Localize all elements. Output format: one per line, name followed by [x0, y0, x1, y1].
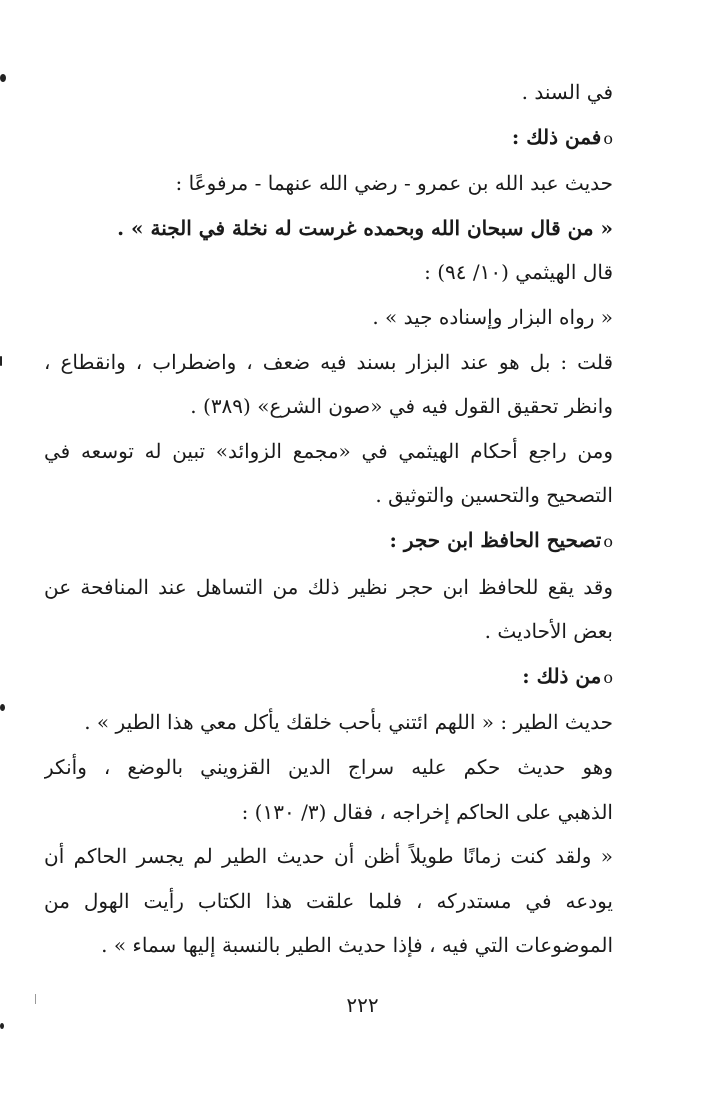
text-line: ومن راجع أحكام الهيثمي في «مجمع الزوائد» تبين له توسعه في: [44, 438, 613, 463]
text-line: بعض الأحاديث .: [484, 619, 613, 644]
scan-mark: [0, 1023, 4, 1029]
scan-mark: [35, 994, 36, 1004]
section-heading: oمن ذلك :: [522, 663, 613, 688]
bullet-icon: o: [603, 667, 613, 687]
text-line: التصحيح والتحسين والتوثيق .: [375, 483, 613, 508]
bullet-icon: o: [603, 531, 613, 551]
text-line: قال الهيثمي (١٠/ ٩٤) :: [424, 260, 613, 285]
section-heading: oفمن ذلك :: [511, 124, 613, 149]
scan-mark: [0, 356, 2, 366]
text-line: وهو حديث حكم عليه سراج الدين القزويني بالوضع ، وأنكر: [44, 754, 613, 779]
text-line: في السند .: [521, 80, 613, 104]
text-line: الموضوعات التي فيه ، فإذا حديث الطير بالنسبة إليها سماء » .: [101, 933, 613, 958]
text-line: وقد يقع للحافظ ابن حجر نظير ذلك من التساهل عند المنافحة عن: [44, 574, 613, 599]
section-heading: oتصحيح الحافظ ابن حجر :: [389, 527, 613, 552]
text-line: « رواه البزار وإسناده جيد » .: [372, 304, 613, 329]
page-number: ٢٢٢: [346, 993, 379, 1017]
text-line: حديث عبد الله بن عمرو - رضي الله عنهما - مرفوعًا :: [175, 171, 613, 196]
text-line: قلت : بل هو عند البزار بسند فيه ضعف ، واضطراب ، وانقطاع ،: [44, 349, 613, 374]
text-line: يودعه في مستدركه ، فلما علقت هذا الكتاب رأيت الهول من: [44, 888, 613, 913]
text-line: « ولقد كنت زمانًا طويلاً أظن أن حديث الطير لم يجسر الحاكم أن: [44, 844, 613, 869]
bullet-icon: o: [603, 128, 613, 148]
hadith-line: حديث الطير : « اللهم ائتني بأحب خلقك يأكل معي هذا الطير » .: [84, 710, 613, 735]
scan-mark: [0, 704, 5, 711]
text-line: وانظر تحقيق القول فيه في «صون الشرع» (٣٨٩) .: [190, 394, 613, 419]
scan-mark: [0, 74, 6, 82]
hadith-quote: « من قال سبحان الله وبحمده غرست له نخلة في الجنة » .: [117, 215, 613, 240]
page-body-text: [44, 70, 613, 968]
text-line: الذهبي على الحاكم إخراجه ، فقال (٣/ ١٣٠) :: [241, 799, 613, 824]
